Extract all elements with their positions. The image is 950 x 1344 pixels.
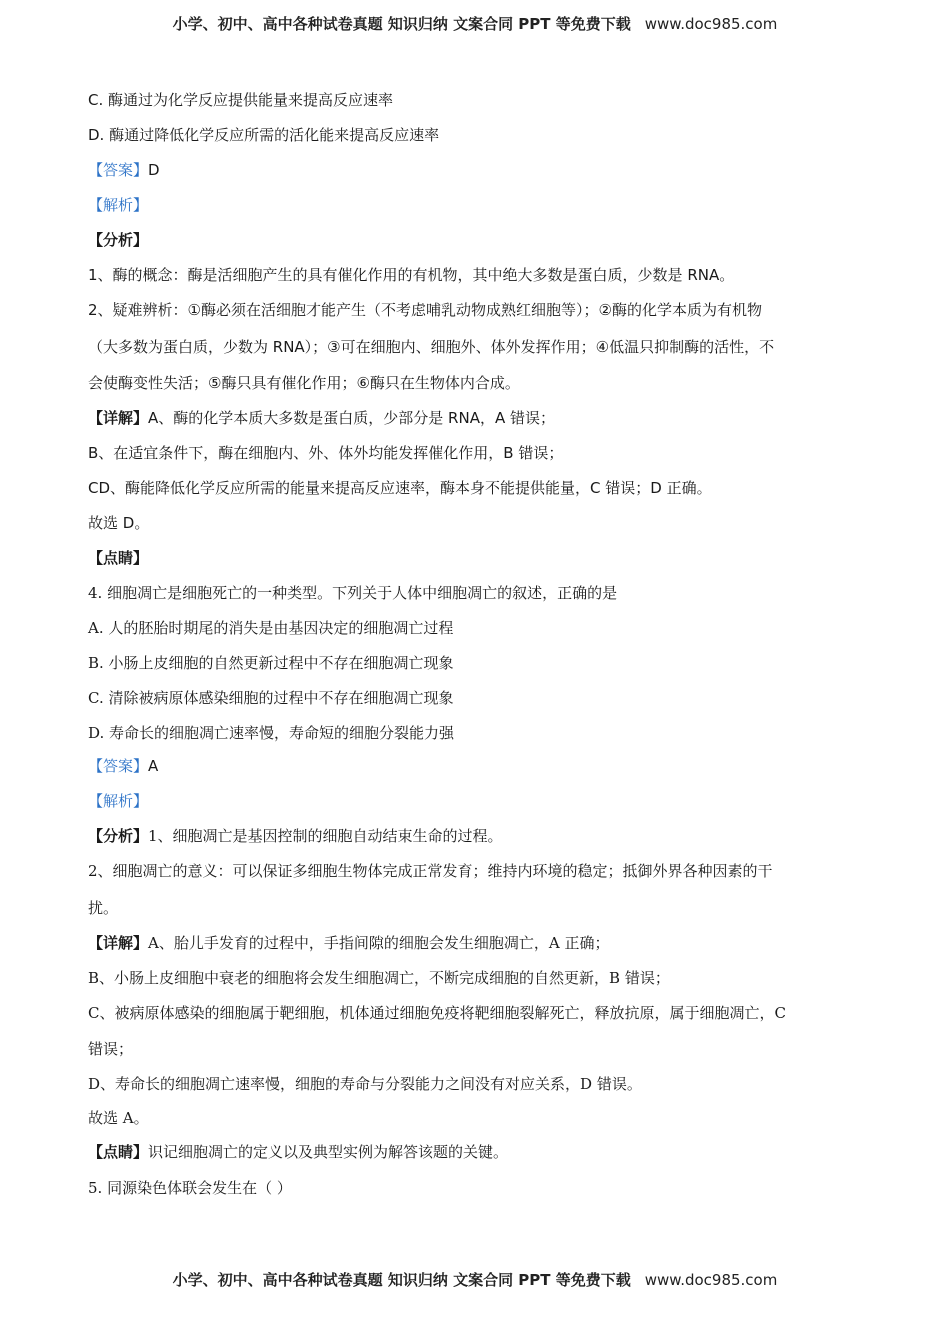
q3-analysis-p1: 1、酶的概念：酶是活细胞产生的具有催化作用的有机物，其中绝大多数是蛋白质，少数是 RNA。 — [88, 266, 735, 284]
q3-detail-4: 故选 D。 — [88, 514, 150, 532]
q5-stem: 5. 同源染色体联会发生在（ ） — [88, 1179, 292, 1197]
q4-option-c: C. 清除被病原体感染细胞的过程中不存在细胞凋亡现象 — [88, 689, 454, 707]
detail-text: A、胎儿手发育的过程中，手指间隙的细胞会发生细胞凋亡，A 正确； — [148, 934, 610, 952]
q4-option-a: A. 人的胚胎时期尾的消失是由基因决定的细胞凋亡过程 — [88, 619, 454, 637]
q3-answer — [88, 160, 160, 180]
answer-value: D — [148, 161, 160, 179]
q4-fenxi-1 — [88, 826, 503, 846]
detail-tag: 【详解】 — [88, 934, 149, 952]
q3-dianjing-tag: 【点睛】 — [88, 549, 149, 567]
q4-stem: 4. 细胞凋亡是细胞死亡的一种类型。下列关于人体中细胞凋亡的叙述，正确的是 — [88, 584, 618, 602]
q3-analysis-p2a: 2、疑难辨析：①酶必须在活细胞才能产生（不考虑哺乳动物成熟红细胞等）；②酶的化学本质为有机物 — [88, 301, 762, 319]
dianjing-tag: 【点睛】 — [88, 1143, 149, 1161]
answer-value: A — [148, 757, 159, 775]
q4-detail-1 — [88, 933, 609, 953]
q4-detail-2: B、小肠上皮细胞中衰老的细胞将会发生细胞凋亡，不断完成细胞的自然更新，B 错误； — [88, 969, 670, 987]
q4-detail-3b: 错误； — [88, 1040, 134, 1058]
q4-option-b: B. 小肠上皮细胞的自然更新过程中不存在细胞凋亡现象 — [88, 654, 454, 672]
answer-tag: 【答案】 — [88, 757, 149, 775]
header-text: 小学、初中、高中各种试卷真题 知识归纳 文案合同 PPT 等免费下载 — [172, 15, 631, 33]
q4-dianjing — [88, 1142, 508, 1162]
q3-detail-2: B、在适宜条件下，酶在细胞内、外、体外均能发挥催化作用，B 错误； — [88, 444, 564, 462]
q4-option-d: D. 寿命长的细胞凋亡速率慢，寿命短的细胞分裂能力强 — [88, 724, 455, 742]
q3-analysis-tag: 【解析】 — [88, 196, 149, 214]
q4-analysis-tag: 【解析】 — [88, 792, 149, 810]
q3-detail-3: CD、酶能降低化学反应所需的能量来提高反应速率，酶本身不能提供能量，C 错误；D 正确。 — [88, 479, 712, 497]
page-footer — [0, 1269, 950, 1290]
page-header — [0, 13, 950, 34]
q4-fenxi-2a: 2、细胞凋亡的意义：可以保证多细胞生物体完成正常发育；维持内环境的稳定；抵御外界各种因素的干 — [88, 862, 773, 880]
q3-detail-1 — [88, 408, 555, 428]
q3-option-c: C. 酶通过为化学反应提供能量来提高反应速率 — [88, 91, 394, 109]
answer-tag: 【答案】 — [88, 161, 149, 179]
fenxi-tag: 【分析】 — [88, 827, 149, 845]
q4-detail-3a: C、被病原体感染的细胞属于靶细胞，机体通过细胞免疫将靶细胞裂解死亡，释放抗原，属于细胞凋亡，C — [88, 1004, 786, 1022]
q4-answer — [88, 756, 158, 776]
q4-fenxi-2b: 扰。 — [88, 899, 119, 917]
detail-tag: 【详解】 — [88, 409, 149, 427]
q3-analysis-p2b: （大多数为蛋白质，少数为 RNA）；③可在细胞内、细胞外、体外发挥作用；④低温只抑制酶的活性，不 — [88, 338, 775, 356]
fenxi-text: 1、细胞凋亡是基因控制的细胞自动结束生命的过程。 — [148, 827, 503, 845]
q3-option-d: D. 酶通过降低化学反应所需的活化能来提高反应速率 — [88, 126, 440, 144]
q3-fenxi-tag: 【分析】 — [88, 231, 149, 249]
footer-url[interactable]: www.doc985.com — [644, 1271, 778, 1289]
q4-detail-4: D、寿命长的细胞凋亡速率慢，细胞的寿命与分裂能力之间没有对应关系，D 错误。 — [88, 1075, 642, 1093]
dianjing-text: 识记细胞凋亡的定义以及典型实例为解答该题的关键。 — [148, 1143, 509, 1161]
footer-text: 小学、初中、高中各种试卷真题 知识归纳 文案合同 PPT 等免费下载 — [172, 1271, 631, 1289]
q4-detail-5: 故选 A。 — [88, 1109, 149, 1127]
q3-analysis-p2c: 会使酶变性失活；⑤酶只具有催化作用；⑥酶只在生物体内合成。 — [88, 374, 520, 392]
detail-text: A、酶的化学本质大多数是蛋白质，少部分是 RNA，A 错误； — [148, 409, 555, 427]
header-url[interactable]: www.doc985.com — [644, 15, 778, 33]
